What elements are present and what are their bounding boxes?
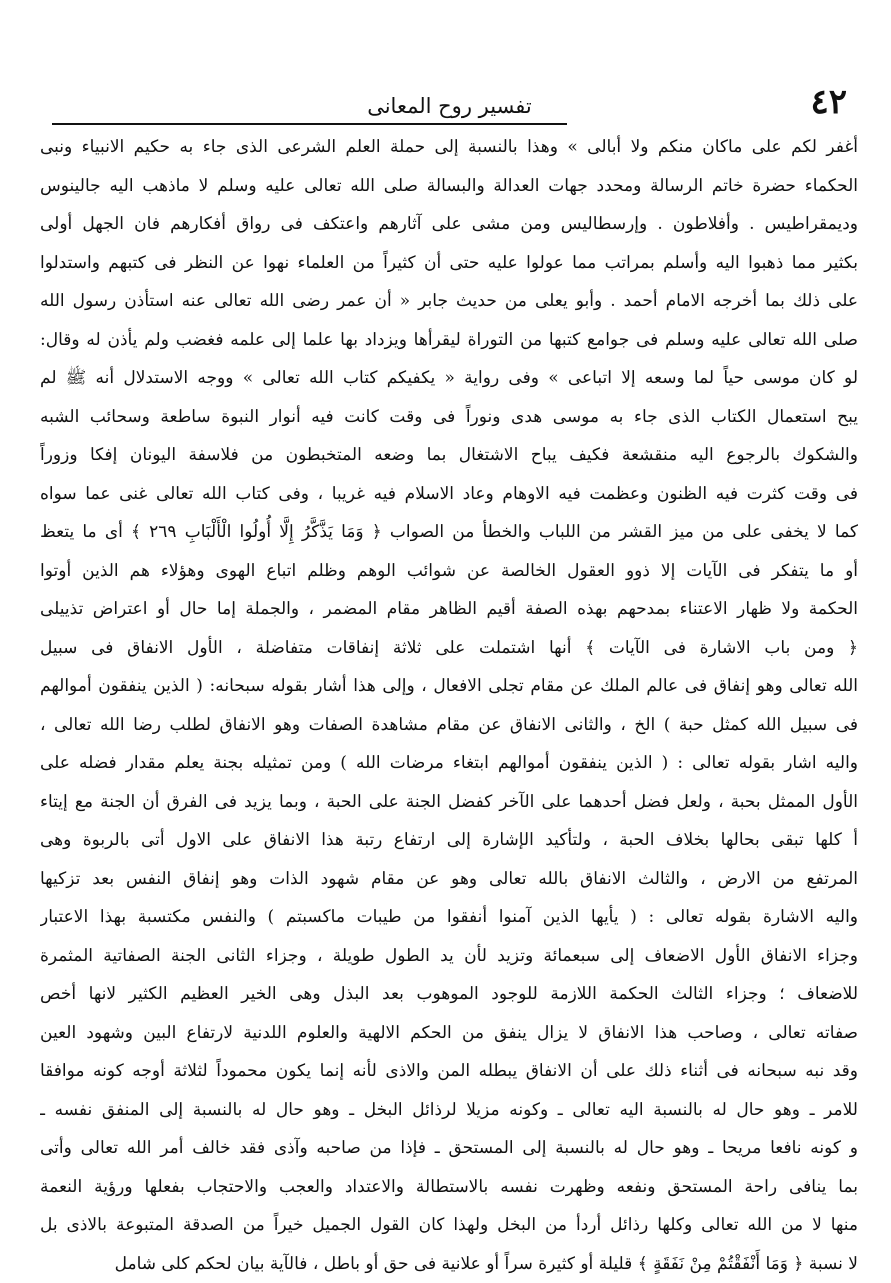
running-title: تفسير روح المعانى: [52, 92, 847, 120]
text-line: للاضعاف ؛ وجزاء الثالث الحكمة اللازمة للوجود الموهوب بعد البذل وهى الخير العظيم الكثير لانها أخص: [40, 975, 858, 1014]
text-line: وجزاء الانفاق الأول الاضعاف إلى سبعمائة وتزيد لأن يد الطول طويلة ، وجزاء الثانى الجنة الصفاتية المثمرة: [40, 937, 858, 976]
text-line: الحكمة ولا ظهار الاعتناء بمدحهم بهذه الصفة أقيم الظاهر مقام المضمر ، والجملة إما حال أو اعتراض تذييلى: [40, 590, 858, 629]
text-line: المرتفع من الارض ، والثالث الانفاق بالله تعالى وهو عن مقام شهود الذات وهو إنفاق النفس بعد تزكيها: [40, 860, 858, 899]
text-line: منها لا من الله تعالى وكلها رذائل أردأ من البخل ولهذا كان القول الجميل خيراً من الصدقة المتبوعة بالاذى بل: [40, 1206, 858, 1245]
text-line: الله تعالى وهو إنفاق فى عالم الملك عن مقام تجلى الافعال ، وإلى هذا أشار بقوله سبحانه: ( الذين ينفقون أموالهم: [40, 667, 858, 706]
text-line: بما ينافى راحة المستحق ونفعه وظهرت نفسه بالاستطالة والاعتداد والعجب والاحتجاب بفعلها ورؤية النعمة: [40, 1168, 858, 1207]
header-rule: [52, 123, 567, 125]
section-heading-line: ﴿ ومن باب الاشارة فى الآيات ﴾ أنها اشتملت على ثلاثة إنفاقات متفاضلة ، الأول الانفاق فى سبيل: [40, 629, 858, 668]
text-line: و كونه نافعا مريحا ـ وهو حال له بالنسبة إلى المستحق ـ فإذا من صاحبه وآذى فقد خالف أمر الله تعالى وأتى: [40, 1129, 858, 1168]
text-line: فى سبيل الله كمثل حبة ) الخ ، والثانى الانفاق عن مقام مشاهدة الصفات وهو الانفاق لطلب رضا الله تعالى ،: [40, 706, 858, 745]
body-text: [40, 128, 858, 1283]
text-line: أ كلها تبقى بحالها بخلاف الحبة ، ولتأكيد الإشارة إلى ارتفاع رتبة هذا الانفاق على الاول أتى بالربوة وهى: [40, 821, 858, 860]
text-line: وقد نبه سبحانه فى أثناء ذلك على أن الانفاق يبطله المن والاذى لأنه إنما يكون محموداً لثلاثة أوجه كونه موافقا: [40, 1052, 858, 1091]
text-line: والشكوك بالرجوع اليه منقشعة فكيف يباح الاشتغال بما وضعه المتخبطون من فلاسفة اليونان إفكا وزوراً: [40, 436, 858, 475]
page-header: [52, 82, 847, 128]
text-line: على ذلك بما أخرجه الامام أحمد . وأبو يعلى من حديث جابر « أن عمر رضى الله تعالى عنه استأذن رسول الله: [40, 282, 858, 321]
text-line: لو كان موسى حياً لما وسعه إلا اتباعى » وفى رواية « يكفيكم كتاب الله تعالى » ووجه الاستدلال أنه ﷺ لم: [40, 359, 858, 398]
text-line: للامر ـ وهو حال له بالنسبة اليه تعالى ـ وكونه مزيلا لرذائل البخل ـ وهو حال له بالنسبة إلى المنفق نفسه ـ: [40, 1091, 858, 1130]
text-line: أغفر لكم على ماكان منكم ولا أبالى » وهذا بالنسبة إلى حملة العلم الشرعى الذى جاء به حكيم الانبياء ونبى: [40, 128, 858, 167]
text-line: يبح استعمال الكتاب الذى جاء به موسى هدى ونوراً فى وقت كانت فيه أنوار النبوة ساطعة وسحائب الشبه: [40, 398, 858, 437]
text-line: صلى الله تعالى عليه وسلم فى جوامع كتبها من التوراة ليقرأها ويزداد بها علما إلى علمه فغضب ولم يأذن له وقال:: [40, 321, 858, 360]
text-line: بكثير مما ذهبوا اليه وأسلم بمراتب مما عولوا عليه حتى أن كثيراً من العلماء نهوا عن النظر فى كتبهم واستدلوا: [40, 244, 858, 283]
text-line: كما لا يخفى على من ميز القشر من اللباب والخطأ من الصواب ﴿ وَمَا يَذَّكَّرُ إِلَّا أُولُوا الْأَلْبَابِ ٢٦٩ ﴾ أى ما يتعظ: [40, 513, 858, 552]
text-line: الأول الممثل بحبة ، ولعل فضل أحدهما على الآخر كفضل الجنة على الحبة ، وبما يزيد فى الفرق أن الجنة مع إيتاء: [40, 783, 858, 822]
text-line: واليه اشار بقوله تعالى : ( الذين ينفقون أموالهم ابتغاء مرضات الله ) ومن تمثيله بجنة يعلم مقدار فضله على: [40, 744, 858, 783]
text-line: أو ما يتفكر فى الآيات إلا ذوو العقول الخالصة عن شوائب الوهم وظلم اتباع الهوى وهؤلاء هم الذين أوتوا: [40, 552, 858, 591]
text-line: لا نسبة ﴿ وَمَا أَنْفَقْتُمْ مِنْ نَفَقَةٍ ﴾ قليلة أو كثيرة سراً أو علانية فى حق أو باطل ، فالآية بيان لحكم كلى شامل: [40, 1245, 858, 1283]
text-line: الحكماء حضرة خاتم الرسالة ومحدد جهات العدالة والبسالة صلى الله تعالى عليه وسلم لا ماذهب اليه جالينوس: [40, 167, 858, 206]
page-number: ٤٢: [810, 82, 847, 122]
text-line: وديمقراطيس . وأفلاطون . وإرسطاليس ومن مشى على آثارهم واعتكف فى رواق أفكارهم فان الجهل أولى: [40, 205, 858, 244]
text-line: صفاته تعالى ، وصاحب هذا الانفاق لا يزال ينفق من الحكم الالهية والعلوم اللدنية لارتفاع البين وشهود العين: [40, 1014, 858, 1053]
text-line: فى وقت كثرت فيه الظنون وعظمت فيه الاوهام وعاد الاسلام فيه غريبا ، وفى كتاب الله تعالى غنى عما سواه: [40, 475, 858, 514]
text-line: واليه الاشارة بقوله تعالى : ( يأيها الذين آمنوا أنفقوا من طيبات ماكسبتم ) والنفس مكتسبة بهذا الاعتبار: [40, 898, 858, 937]
